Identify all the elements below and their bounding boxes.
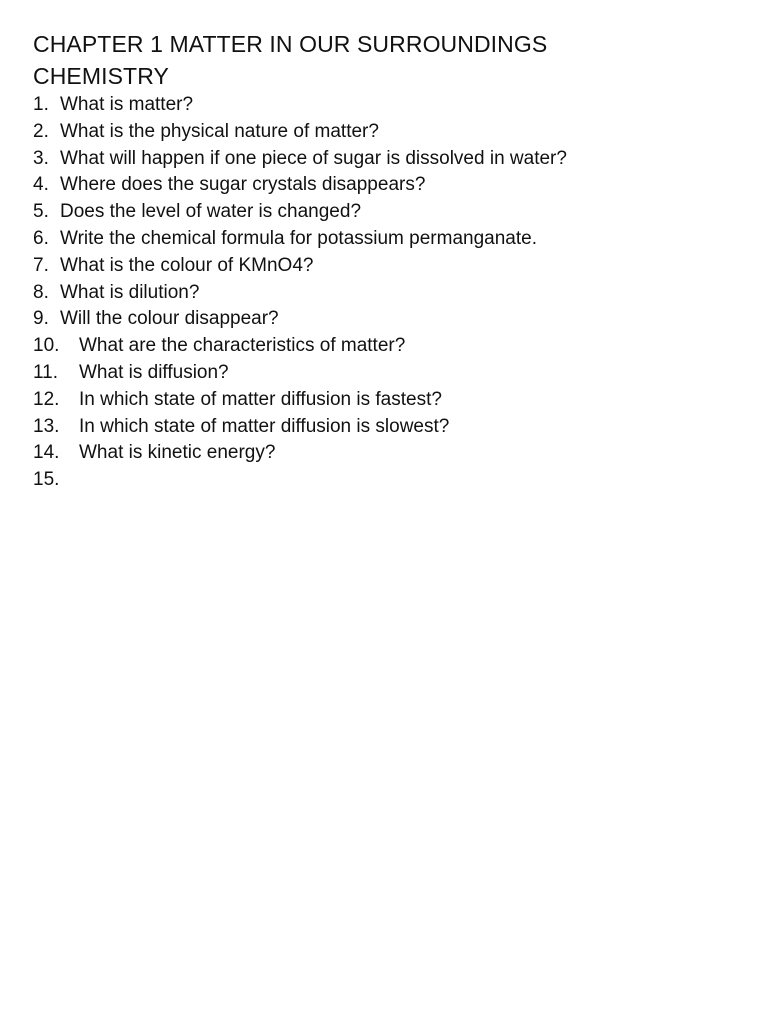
question-text: Write the chemical formula for potassium permanganate. <box>60 227 537 249</box>
question-text: What will happen if one piece of sugar is dissolved in water? <box>60 147 567 169</box>
question-number: 1. <box>33 94 49 115</box>
question-item <box>33 253 733 280</box>
question-text: What is the physical nature of matter? <box>60 120 379 142</box>
title-line-1: CHAPTER 1 MATTER IN OUR SURROUNDINGS <box>33 31 548 57</box>
question-item <box>33 199 733 226</box>
question-item <box>33 440 733 467</box>
question-text: What is kinetic energy? <box>79 442 276 464</box>
question-list <box>33 92 733 494</box>
question-number: 2. <box>33 120 49 142</box>
question-number: 15. <box>33 469 60 491</box>
question-number: 14. <box>33 442 60 464</box>
question-item <box>33 172 733 199</box>
question-item <box>33 280 733 307</box>
question-item <box>33 119 733 146</box>
question-item <box>33 467 733 494</box>
question-number: 3. <box>33 147 49 169</box>
question-number: 12. <box>33 388 60 410</box>
question-text: What is diffusion? <box>79 361 229 383</box>
question-number: 5. <box>33 201 49 223</box>
document-title <box>33 28 733 92</box>
question-item <box>33 92 733 119</box>
question-item <box>33 360 733 387</box>
title-line-2: CHEMISTRY <box>33 63 169 89</box>
question-item <box>33 306 733 333</box>
question-text: In which state of matter diffusion is fastest? <box>79 388 442 410</box>
question-text: In which state of matter diffusion is slowest? <box>79 415 450 437</box>
question-text: What is dilution? <box>60 281 200 303</box>
question-item <box>33 387 733 414</box>
question-item <box>33 226 733 253</box>
question-text: What are the characteristics of matter? <box>79 335 406 357</box>
question-item <box>33 333 733 360</box>
question-number: 13. <box>33 415 60 437</box>
question-text: What is matter? <box>60 94 194 115</box>
question-number: 7. <box>33 254 49 276</box>
question-number: 11. <box>33 361 59 383</box>
question-number: 9. <box>33 308 49 330</box>
question-item <box>33 414 733 441</box>
question-text: Will the colour disappear? <box>60 308 279 330</box>
question-text: What is the colour of KMnO4? <box>60 254 314 276</box>
document-content <box>33 28 733 494</box>
question-number: 8. <box>33 281 49 303</box>
question-text: Does the level of water is changed? <box>60 201 362 223</box>
question-number: 10. <box>33 335 60 357</box>
question-number: 4. <box>33 174 49 196</box>
question-item <box>33 146 733 173</box>
question-number: 6. <box>33 227 49 249</box>
question-text: Where does the sugar crystals disappears? <box>60 174 426 196</box>
